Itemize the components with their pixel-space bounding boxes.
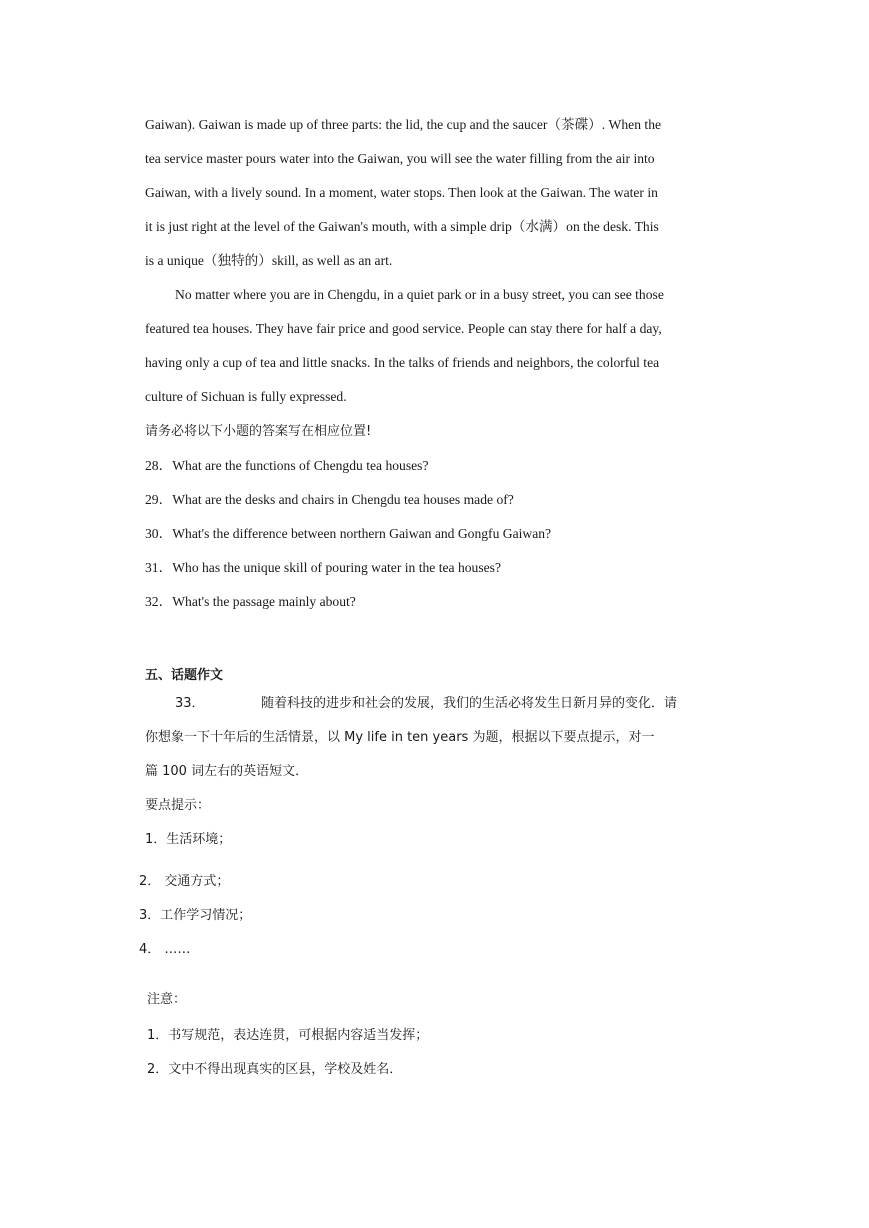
passage-line: it is just right at the level of the Gaiwan's mouth, with a simple drip（水满）on the desk. This xyxy=(145,219,659,234)
point-item: 4． …… xyxy=(139,942,191,957)
question-number: 28． xyxy=(145,458,173,473)
point-item: 1．生活环境； xyxy=(145,832,232,847)
question-item xyxy=(145,457,429,475)
question-number: 30． xyxy=(145,526,173,541)
notes-label: 注意： xyxy=(147,992,187,1007)
note-item: 2．文中不得出现真实的区县，学校及姓名． xyxy=(147,1062,403,1077)
passage-line: is a unique（独特的）skill, as well as an art. xyxy=(145,253,393,268)
passage-line: Gaiwan). Gaiwan is made up of three parts: the lid, the cup and the saucer（茶碟）. When the xyxy=(145,117,662,132)
question-text: What are the desks and chairs in Chengdu tea houses made of? xyxy=(172,492,514,507)
question-item xyxy=(145,559,501,577)
question-text: What's the difference between northern Gaiwan and Gongfu Gaiwan? xyxy=(172,526,552,541)
passage-line: featured tea houses. They have fair price and good service. People can stay there for half a day, xyxy=(145,321,662,336)
question-number: 29． xyxy=(145,492,173,507)
writing-prompt-line: 你想象一下十年后的生活情景，以 My life in ten years 为题，根据以下要点提示，对一 xyxy=(145,730,655,745)
point-item: 3．工作学习情况； xyxy=(139,908,252,923)
question-text: What are the functions of Chengdu tea houses? xyxy=(172,458,429,473)
question-number: 32． xyxy=(145,594,173,609)
writing-prompt-line xyxy=(175,695,677,713)
passage-line: culture of Sichuan is fully expressed. xyxy=(145,389,347,404)
question-text: What's the passage mainly about? xyxy=(172,594,356,609)
point-item: 2． 交通方式； xyxy=(139,874,230,889)
note-item: 1．书写规范，表达连贯，可根据内容适当发挥； xyxy=(147,1028,429,1043)
answer-instruction: 请务必将以下小题的答案写在相应位置! xyxy=(145,424,372,439)
writing-question-number: 33． xyxy=(175,696,205,711)
question-text: Who has the unique skill of pouring water in the tea houses? xyxy=(172,560,501,575)
points-label: 要点提示： xyxy=(145,798,211,813)
question-item xyxy=(145,491,514,509)
question-item xyxy=(145,593,356,611)
writing-prompt-text: 随着科技的进步和社会的发展，我们的生活必将发生日新月异的变化．请 xyxy=(261,696,678,711)
writing-prompt-line: 篇 100 词左右的英语短文． xyxy=(145,764,309,779)
question-number: 31． xyxy=(145,560,173,575)
passage-line: No matter where you are in Chengdu, in a quiet park or in a busy street, you can see those xyxy=(175,287,664,302)
question-item xyxy=(145,525,551,543)
passage-line: tea service master pours water into the Gaiwan, you will see the water filling from the air into xyxy=(145,151,655,166)
section-heading: 五、话题作文 xyxy=(145,668,224,683)
passage-line: having only a cup of tea and little snacks. In the talks of friends and neighbors, the colorful tea xyxy=(145,355,660,370)
passage-line: Gaiwan, with a lively sound. In a moment, water stops. Then look at the Gaiwan. The water in xyxy=(145,185,658,200)
